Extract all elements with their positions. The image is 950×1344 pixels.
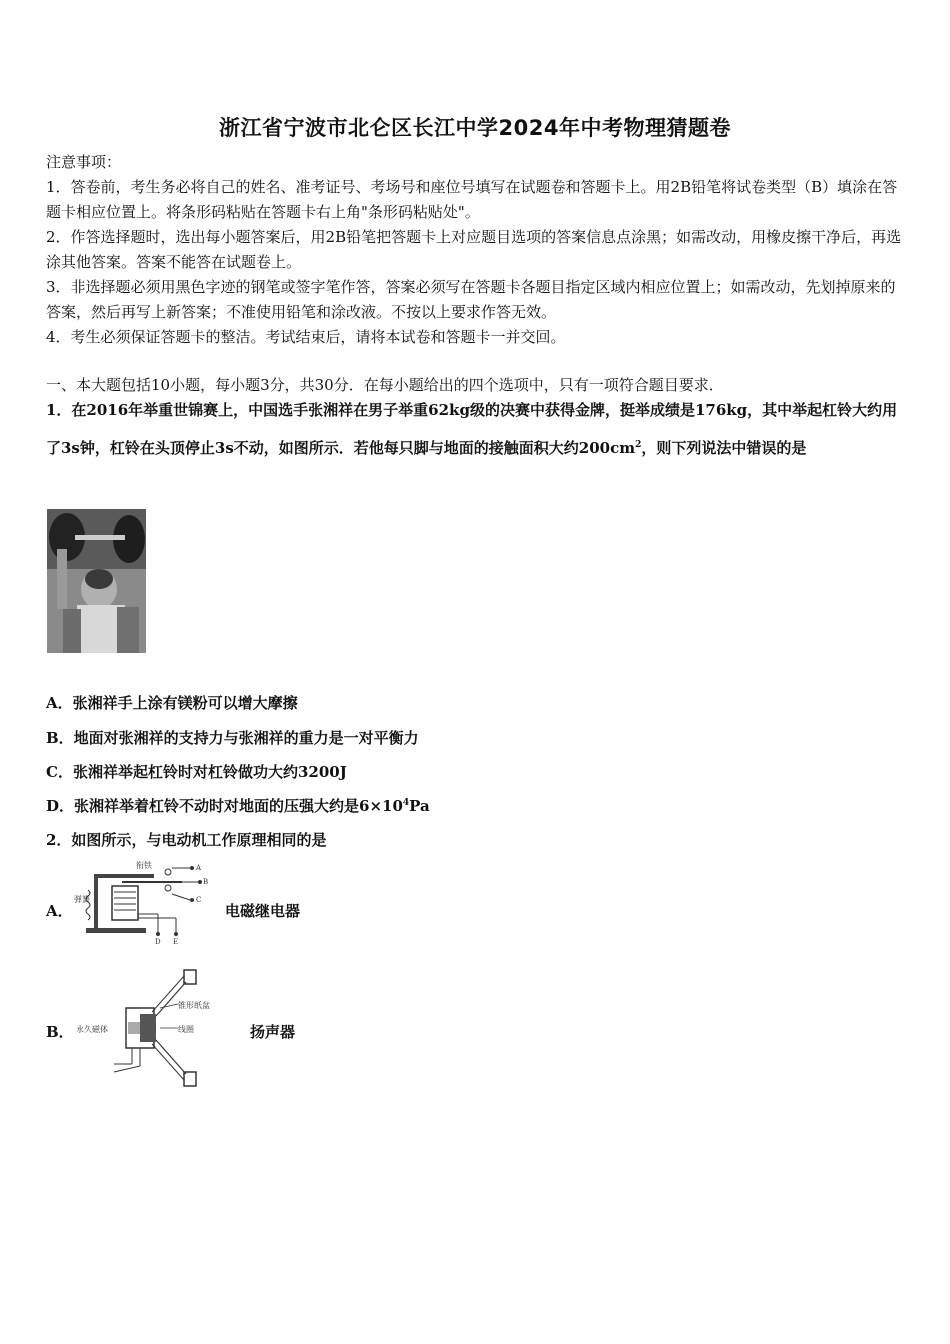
question-1-option-b: B．地面对张湘祥的支持力与张湘祥的重力是一对平衡力 <box>46 729 419 747</box>
speaker-label-cone: 锥形纸盆 <box>178 1001 210 1010</box>
question-1-option-c: C．张湘祥举起杠铃时对杠铃做功大约3200J <box>46 763 347 781</box>
question-2-option-a-label: 电磁继电器 <box>225 902 301 920</box>
relay-diagram <box>72 860 212 944</box>
relay-label-spring: 弹簧 <box>74 895 90 904</box>
relay-label-e: E <box>173 938 179 944</box>
question-2-option-b-label: 扬声器 <box>250 1023 296 1041</box>
relay-label-c: C <box>196 896 202 904</box>
relay-label-a: A <box>196 864 202 872</box>
question-1-option-d <box>46 795 430 816</box>
notice-item-3: 3．非选择题必须用黑色字迹的钢笔或签字笔作答，答案必须写在答题卡各题目指定区域内相应位置上；如需改动，先划掉原来的答案，然后再写上新答案；不准使用铅笔和涂改液。不按以上要求作答无效。 <box>46 278 896 321</box>
question-1-text-b: ，则下列说法中错误的是 <box>641 439 807 457</box>
notice-item-2: 2．作答选择题时，选出每小题答案后，用2B铅笔把答题卡上对应题目选项的答案信息点涂黑；如需改动，用橡皮擦干净后，再选涂其他答案。答案不能答在试题卷上。 <box>46 228 902 271</box>
question-2-option-a-letter: A． <box>46 902 73 920</box>
page-title: 浙江省宁波市北仑区长江中学2024年中考物理猜题卷 <box>219 116 731 140</box>
speaker-label-coil: 线圈 <box>178 1025 194 1034</box>
speaker-diagram <box>74 968 230 1088</box>
question-2-option-b-letter: B． <box>46 1023 74 1041</box>
question-1-option-d-text: D．张湘祥举着杠铃不动时对地面的压强大约是6×10 <box>46 797 403 815</box>
relay-label-armature: 衔铁 <box>136 861 152 870</box>
question-1-option-d-unit: Pa <box>409 797 430 815</box>
speaker-label-magnet: 永久磁体 <box>76 1025 108 1034</box>
section-heading: 一、本大题包括10小题，每小题3分，共30分．在每小题给出的四个选项中，只有一项符合题目要求． <box>46 376 724 394</box>
question-1-option-a: A．张湘祥手上涂有镁粉可以增大摩擦 <box>46 694 298 712</box>
notice-item-4: 4．考生必须保证答题卡的整洁。考试结束后，请将本试卷和答题卡一并交回。 <box>46 328 566 346</box>
notice-item-1: 1．答卷前，考生务必将自己的姓名、准考证号、考场号和座位号填写在试题卷和答题卡上。用2B铅笔将试卷类型（B）填涂在答题卡相应位置上。将条形码粘贴在答题卡右上角"条形码粘贴处"。 <box>46 178 898 221</box>
question-1-stem <box>46 393 906 466</box>
question-1-sup: 2 <box>635 440 642 450</box>
relay-label-d: D <box>155 938 161 944</box>
weightlifter-photo <box>47 509 146 653</box>
question-2-stem: 2．如图所示，与电动机工作原理相同的是 <box>46 831 327 849</box>
question-1-text-a: 1．在2016年举重世锦赛上，中国选手张湘祥在男子举重62kg级的决赛中获得金牌，挺举成绩是176kg，其中举起杠铃大约用了3s钟，杠铃在头顶停止3s不动，如图所示．若他每只脚与地面的接触面积大约200cm <box>46 401 898 457</box>
relay-label-b: B <box>203 878 209 886</box>
question-1-option-d-sup: 4 <box>402 798 410 808</box>
notice-heading: 注意事项： <box>46 153 122 171</box>
